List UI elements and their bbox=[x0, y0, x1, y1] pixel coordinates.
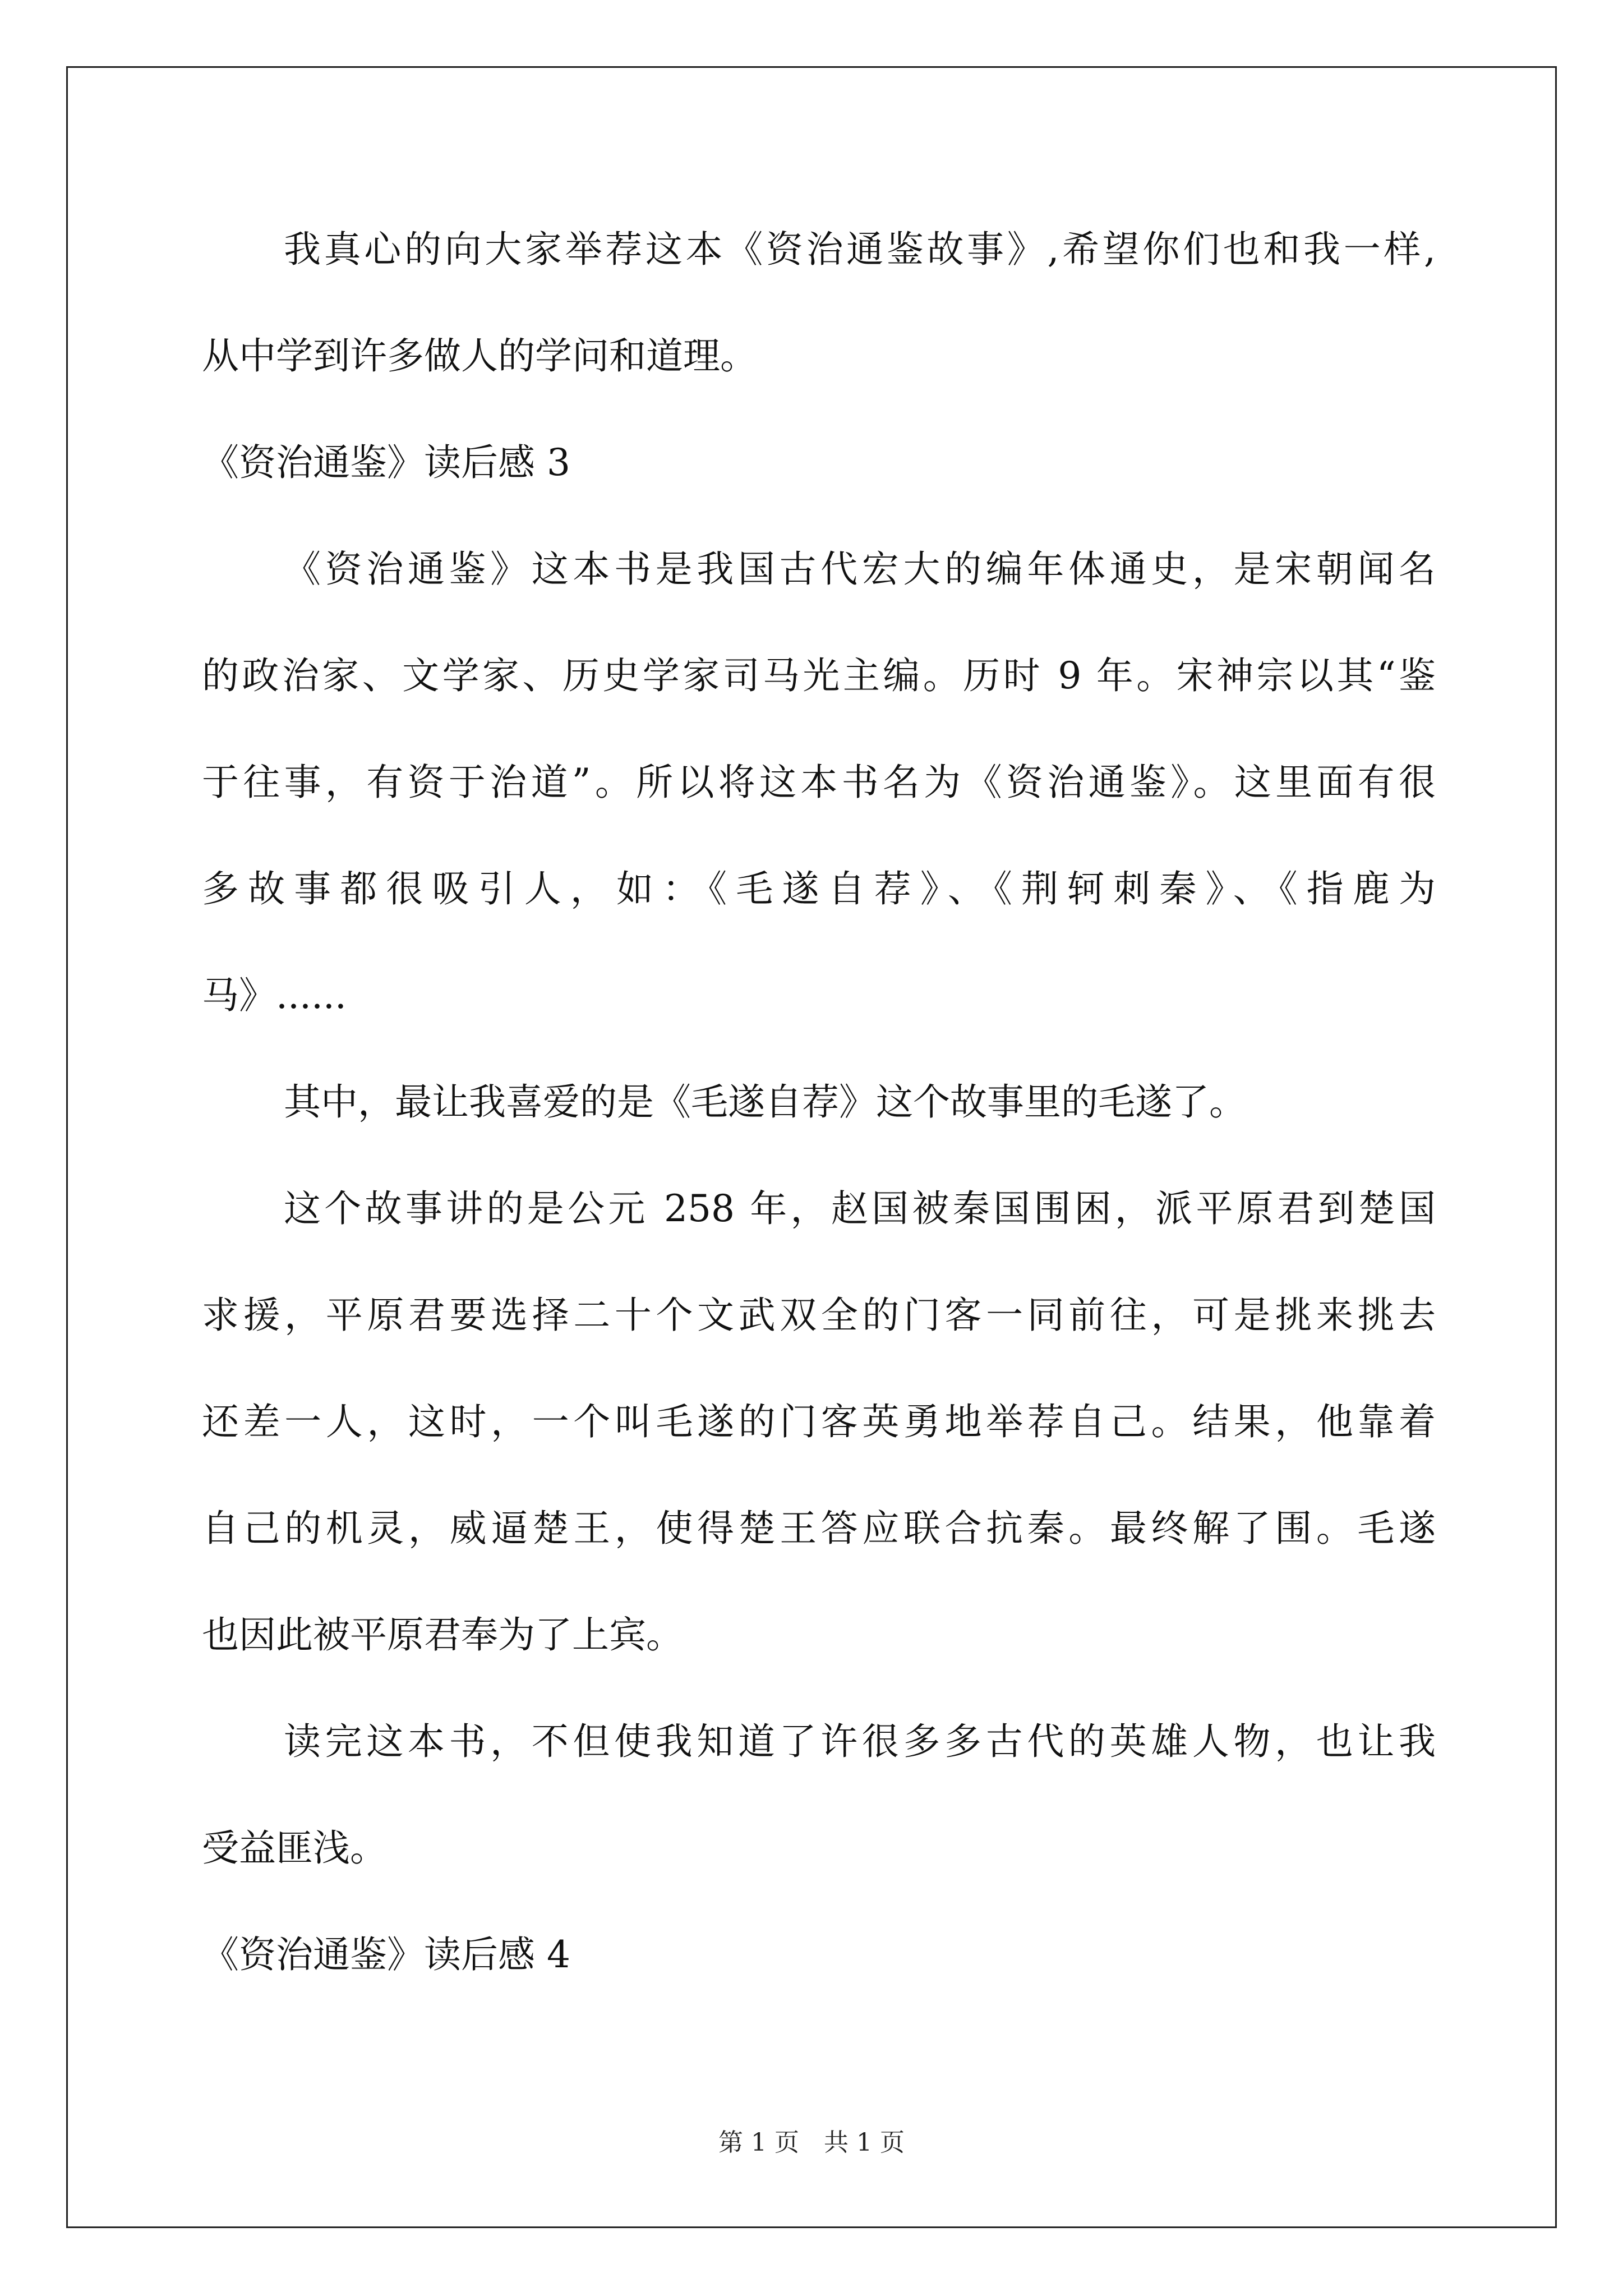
paragraph-line: 于往事，有资于治道”。所以将这本书名为《资治通鉴》。这里面有很 bbox=[202, 761, 1436, 804]
paragraph-line: 还差一人，这时，一个叫毛遂的门客英勇地举荐自己。结果，他靠着 bbox=[202, 1400, 1436, 1443]
paragraph-line: 多故事都很吸引人，如：《毛遂自荐》、《荆轲刺秦》、《指鹿为 bbox=[202, 867, 1436, 910]
paragraph-line: 马》...... bbox=[202, 974, 347, 1017]
paragraph-line: 从中学到许多做人的学问和道理。 bbox=[202, 334, 757, 378]
section-heading-3: 《资治通鉴》读后感 3 bbox=[202, 441, 570, 484]
paragraph-line: 也因此被平原君奉为了上宾。 bbox=[202, 1613, 683, 1657]
paragraph-line: 受益匪浅。 bbox=[202, 1826, 387, 1870]
paragraph-line: 这个故事讲的是公元 258 年，赵国被秦国围困，派平原君到楚国 bbox=[284, 1187, 1436, 1230]
paragraph-line: 我真心的向大家举荐这本《资治通鉴故事》,希望你们也和我一样, bbox=[284, 228, 1436, 271]
section-heading-4: 《资治通鉴》读后感 4 bbox=[202, 1933, 570, 1976]
paragraph-line: 的政治家、文学家、历史学家司马光主编。历时 9 年。宋神宗以其“鉴 bbox=[202, 654, 1436, 697]
paragraph-line: 读完这本书，不但使我知道了许很多多古代的英雄人物，也让我 bbox=[284, 1720, 1436, 1763]
page-border bbox=[66, 66, 1557, 2228]
page-number-footer: 第 1 页 共 1 页 bbox=[718, 2128, 905, 2157]
paragraph-line: 其中，最让我喜爱的是《毛遂自荐》这个故事里的毛遂了。 bbox=[284, 1080, 1246, 1124]
paragraph-line: 《资治通鉴》这本书是我国古代宏大的编年体通史，是宋朝闻名 bbox=[284, 547, 1436, 591]
paragraph-line: 求援，平原君要选择二十个文武双全的门客一同前往，可是挑来挑去 bbox=[202, 1294, 1436, 1337]
paragraph-line: 自己的机灵，威逼楚王，使得楚王答应联合抗秦。最终解了围。毛遂 bbox=[202, 1507, 1436, 1550]
